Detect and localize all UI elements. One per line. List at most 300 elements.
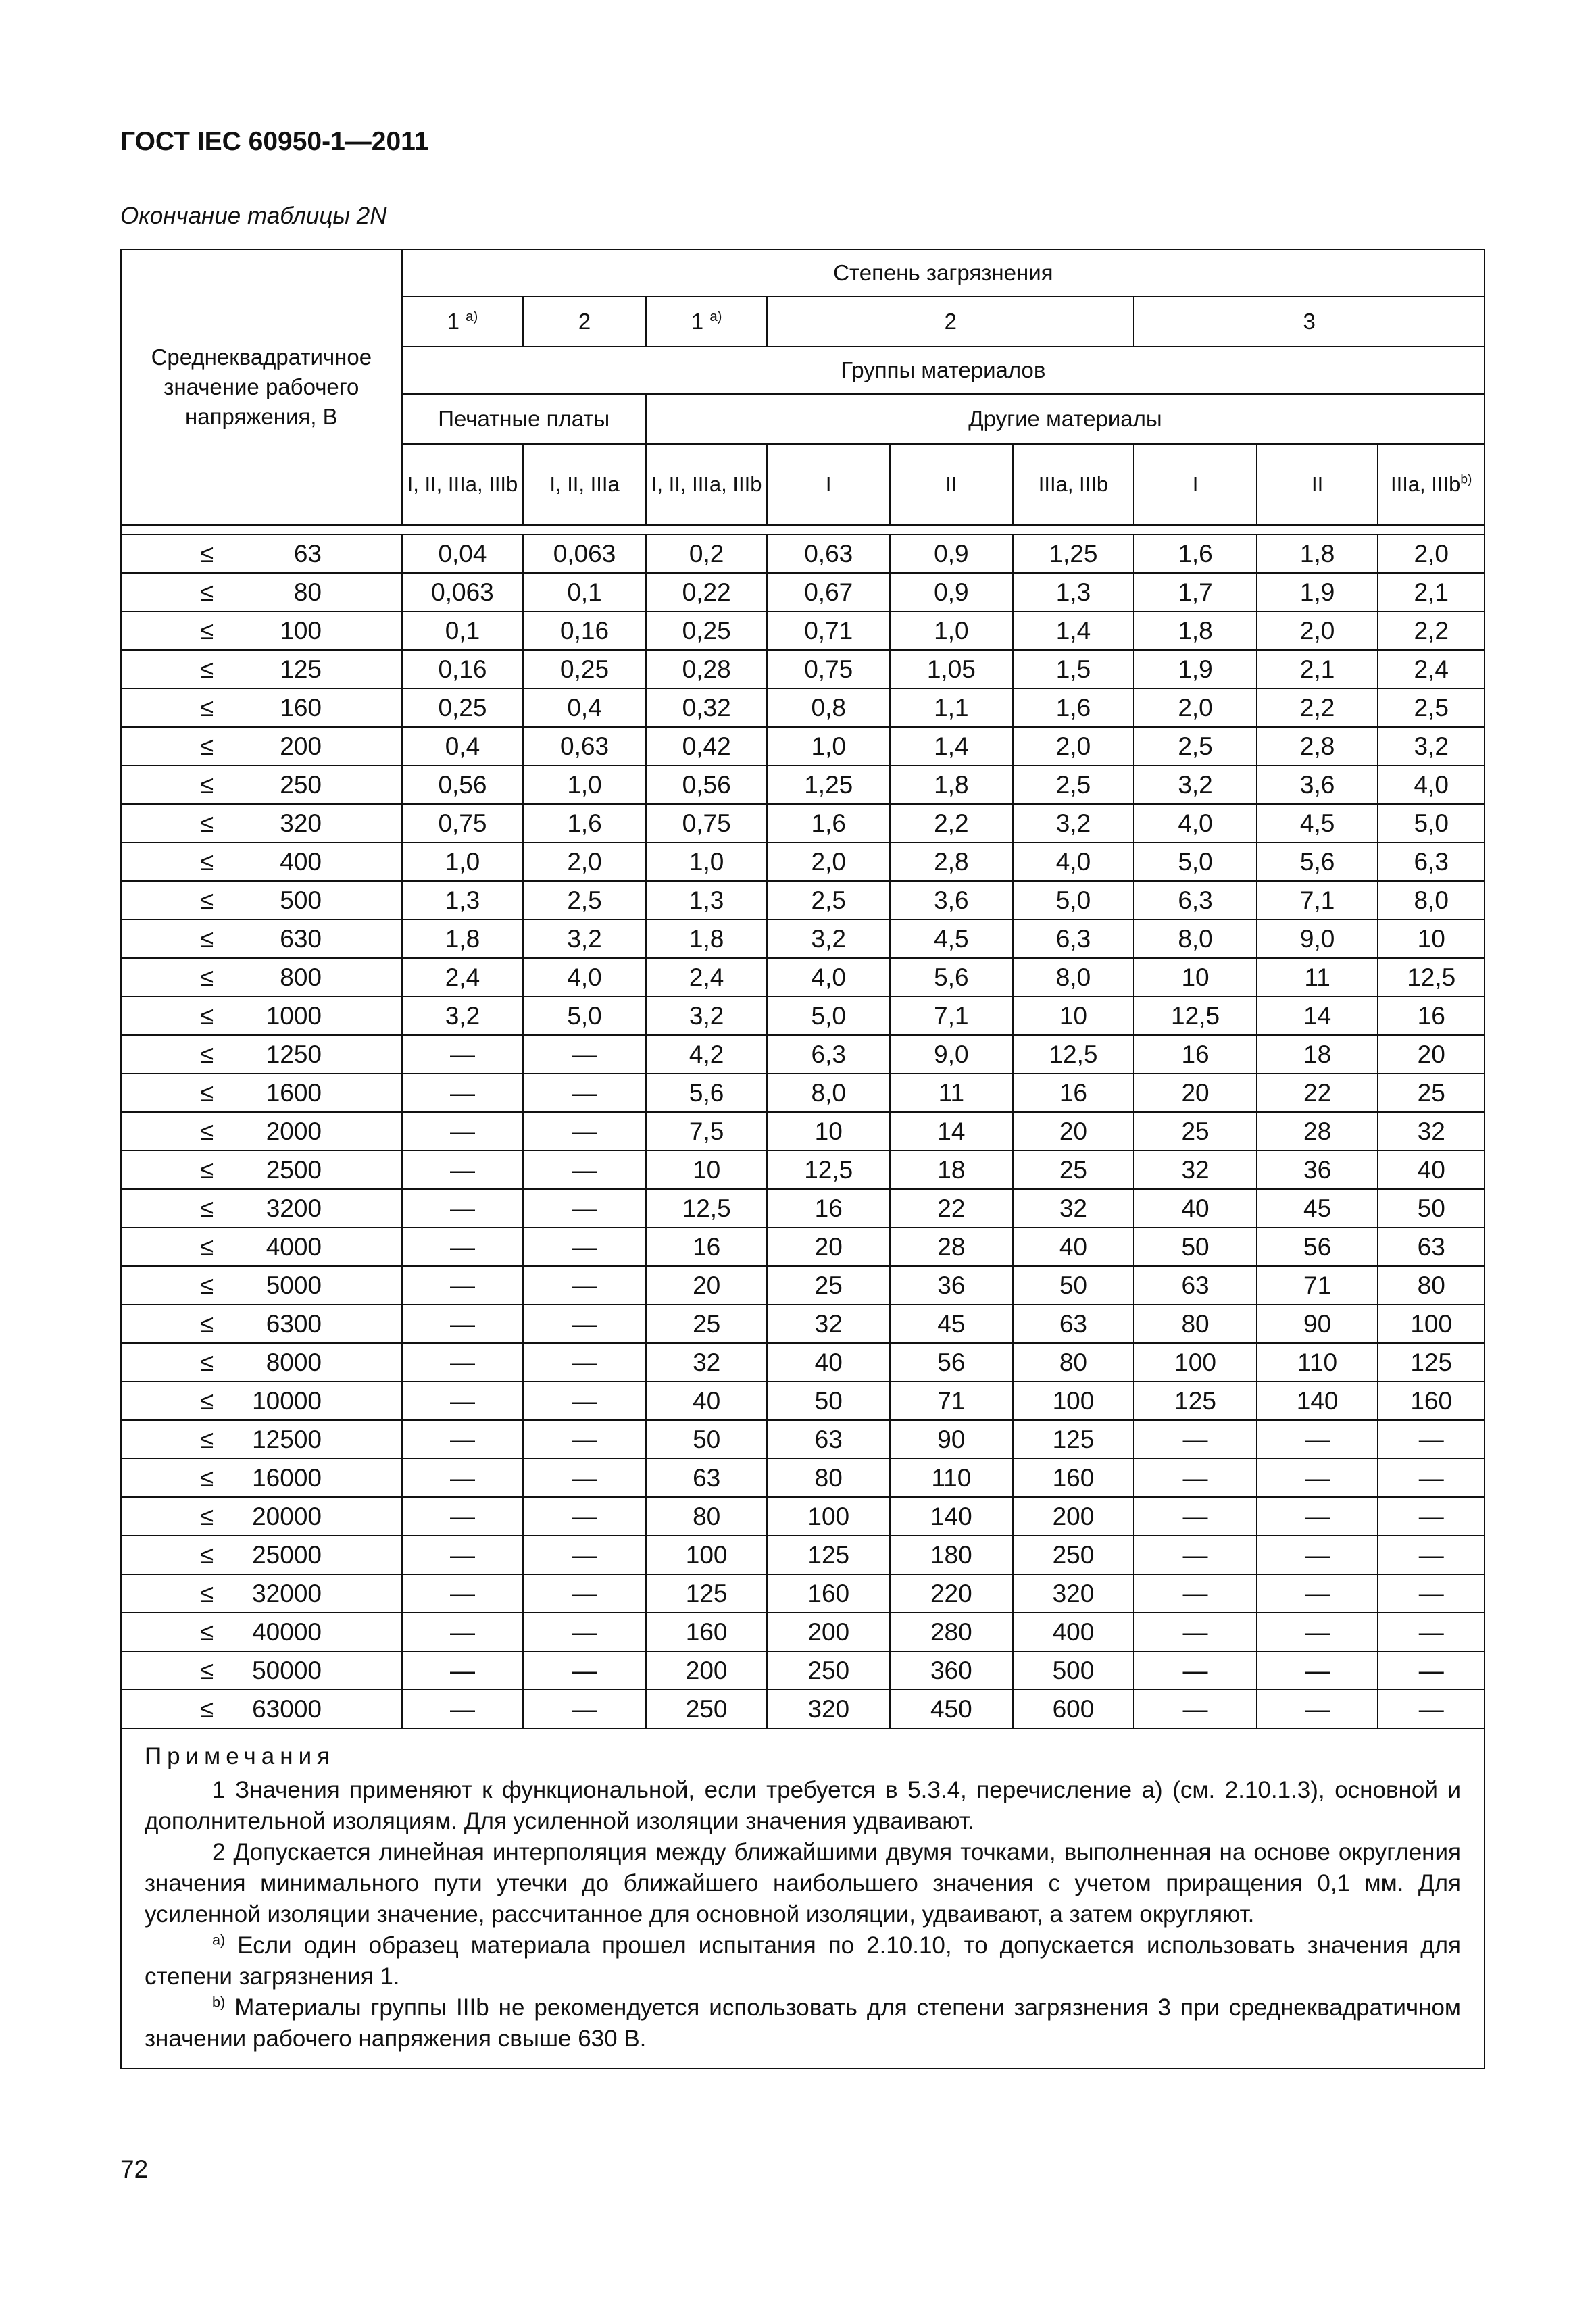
- value-cell: —: [1257, 1574, 1378, 1613]
- value-cell: —: [402, 1420, 524, 1459]
- value-cell: —: [402, 1574, 524, 1613]
- table-row: [121, 765, 1485, 804]
- value-cell: 110: [1257, 1343, 1378, 1382]
- table-row: [121, 1497, 1485, 1536]
- value-cell: —: [523, 1690, 646, 1728]
- value-cell: 2,4: [1378, 650, 1485, 688]
- value-cell: 90: [890, 1420, 1013, 1459]
- value-cell: 32: [646, 1343, 768, 1382]
- voltage-cell: ≤ 200: [121, 727, 402, 765]
- value-cell: 20: [767, 1228, 890, 1266]
- footnote-a: $^{a)}$ Если один образец материала прошел испытания по 2.10.10, то допускается использовать значения для степени загрязнения 1.: [145, 1931, 1461, 1990]
- value-cell: 80: [646, 1497, 768, 1536]
- value-cell: 160: [1013, 1459, 1134, 1497]
- value-cell: 63: [646, 1459, 768, 1497]
- voltage-cell: ≤ 32000: [121, 1574, 402, 1613]
- value-cell: 140: [890, 1497, 1013, 1536]
- material-group-header: I: [767, 444, 890, 525]
- value-cell: 63: [1134, 1266, 1257, 1305]
- value-cell: 20: [1013, 1112, 1134, 1151]
- value-cell: —: [1378, 1497, 1485, 1536]
- value-cell: —: [1257, 1690, 1378, 1728]
- value-cell: 32: [1013, 1189, 1134, 1228]
- value-cell: 0,2: [646, 534, 768, 573]
- table-row: [121, 804, 1485, 842]
- value-cell: 50: [1378, 1189, 1485, 1228]
- value-cell: —: [1134, 1459, 1257, 1497]
- table-row: [121, 1305, 1485, 1343]
- voltage-cell: ≤ 125: [121, 650, 402, 688]
- value-cell: —: [523, 1112, 646, 1151]
- value-cell: —: [402, 1305, 524, 1343]
- value-cell: 50: [646, 1420, 768, 1459]
- table-row: [121, 611, 1485, 650]
- value-cell: 6,3: [767, 1035, 890, 1074]
- value-cell: 0,75: [402, 804, 524, 842]
- table-row: [121, 958, 1485, 997]
- value-cell: 200: [767, 1613, 890, 1651]
- value-cell: 2,4: [402, 958, 524, 997]
- pcb-header: Печатные платы: [402, 394, 646, 444]
- value-cell: 1,7: [1134, 573, 1257, 611]
- value-cell: 32: [1378, 1112, 1485, 1151]
- value-cell: —: [1257, 1536, 1378, 1574]
- value-cell: —: [1378, 1651, 1485, 1690]
- voltage-cell: ≤ 3200: [121, 1189, 402, 1228]
- value-cell: 250: [646, 1690, 768, 1728]
- material-group-header: I, II, IIIa: [523, 444, 646, 525]
- value-cell: 1,3: [646, 881, 768, 920]
- value-cell: 0,16: [523, 611, 646, 650]
- value-cell: 11: [890, 1074, 1013, 1112]
- value-cell: 5,6: [1257, 842, 1378, 881]
- value-cell: 110: [890, 1459, 1013, 1497]
- value-cell: 0,9: [890, 573, 1013, 611]
- voltage-cell: ≤ 400: [121, 842, 402, 881]
- table-row: [121, 573, 1485, 611]
- value-cell: 12,5: [646, 1189, 768, 1228]
- value-cell: —: [1134, 1420, 1257, 1459]
- value-cell: 16: [767, 1189, 890, 1228]
- value-cell: —: [1134, 1574, 1257, 1613]
- table-row: [121, 1228, 1485, 1266]
- value-cell: 1,8: [1257, 534, 1378, 573]
- value-cell: 125: [767, 1536, 890, 1574]
- value-cell: —: [523, 1343, 646, 1382]
- value-cell: 100: [1378, 1305, 1485, 1343]
- value-cell: 6,3: [1013, 920, 1134, 958]
- value-cell: 2,4: [646, 958, 768, 997]
- value-cell: 100: [1013, 1382, 1134, 1420]
- value-cell: 25: [1134, 1112, 1257, 1151]
- voltage-cell: ≤ 40000: [121, 1613, 402, 1651]
- voltage-cell: ≤ 63000: [121, 1690, 402, 1728]
- value-cell: 160: [646, 1613, 768, 1651]
- table-row: [121, 1074, 1485, 1112]
- table-row: [121, 688, 1485, 727]
- value-cell: 40: [767, 1343, 890, 1382]
- value-cell: 0,25: [402, 688, 524, 727]
- value-cell: 28: [890, 1228, 1013, 1266]
- value-cell: 10: [1134, 958, 1257, 997]
- value-cell: 140: [1257, 1382, 1378, 1420]
- voltage-cell: ≤ 630: [121, 920, 402, 958]
- value-cell: 2,0: [767, 842, 890, 881]
- value-cell: 1,8: [402, 920, 524, 958]
- value-cell: —: [523, 1151, 646, 1189]
- material-group-header: I, II, IIIa, IIIb: [402, 444, 524, 525]
- header-separator: [121, 525, 1485, 534]
- voltage-cell: ≤ 12500: [121, 1420, 402, 1459]
- value-cell: —: [1134, 1536, 1257, 1574]
- value-cell: —: [402, 1074, 524, 1112]
- pollution-degree-cell: 1 $^{a)}$: [402, 297, 524, 347]
- value-cell: 1,1: [890, 688, 1013, 727]
- value-cell: —: [523, 1266, 646, 1305]
- value-cell: —: [523, 1305, 646, 1343]
- material-group-header: I, II, IIIa, IIIb: [646, 444, 768, 525]
- voltage-cell: ≤ 16000: [121, 1459, 402, 1497]
- value-cell: 22: [1257, 1074, 1378, 1112]
- value-cell: 1,4: [890, 727, 1013, 765]
- value-cell: 10: [1378, 920, 1485, 958]
- voltage-cell: ≤ 25000: [121, 1536, 402, 1574]
- voltage-cell: ≤ 10000: [121, 1382, 402, 1420]
- pollution-degree-cell: 1 $^{a)}$: [646, 297, 768, 347]
- value-cell: 5,0: [1134, 842, 1257, 881]
- value-cell: 14: [1257, 997, 1378, 1035]
- voltage-cell: ≤ 1000: [121, 997, 402, 1035]
- value-cell: 1,8: [890, 765, 1013, 804]
- value-cell: —: [1134, 1651, 1257, 1690]
- value-cell: 0,25: [523, 650, 646, 688]
- value-cell: 3,2: [1013, 804, 1134, 842]
- value-cell: 2,2: [1257, 688, 1378, 727]
- value-cell: —: [402, 1651, 524, 1690]
- voltage-cell: ≤ 63: [121, 534, 402, 573]
- value-cell: 0,56: [402, 765, 524, 804]
- value-cell: —: [402, 1613, 524, 1651]
- material-groups-header: Группы материалов: [402, 347, 1485, 394]
- value-cell: 4,5: [1257, 804, 1378, 842]
- value-cell: 80: [1134, 1305, 1257, 1343]
- value-cell: 7,1: [890, 997, 1013, 1035]
- value-cell: —: [1378, 1690, 1485, 1728]
- value-cell: 50: [1013, 1266, 1134, 1305]
- value-cell: 1,0: [890, 611, 1013, 650]
- value-cell: 2,0: [1013, 727, 1134, 765]
- voltage-cell: ≤ 50000: [121, 1651, 402, 1690]
- value-cell: 0,75: [646, 804, 768, 842]
- value-cell: 56: [890, 1343, 1013, 1382]
- other-materials-header: Другие материалы: [646, 394, 1485, 444]
- value-cell: —: [523, 1189, 646, 1228]
- value-cell: —: [523, 1074, 646, 1112]
- value-cell: 2,0: [1378, 534, 1485, 573]
- table-caption: Окончание таблицы 2N: [120, 203, 387, 229]
- value-cell: —: [523, 1228, 646, 1266]
- value-cell: 63: [1378, 1228, 1485, 1266]
- value-cell: —: [523, 1497, 646, 1536]
- value-cell: 5,6: [646, 1074, 768, 1112]
- value-cell: 1,3: [1013, 573, 1134, 611]
- value-cell: —: [523, 1574, 646, 1613]
- value-cell: 8,0: [1013, 958, 1134, 997]
- table-row: [121, 1420, 1485, 1459]
- value-cell: 3,6: [890, 881, 1013, 920]
- table-row: [121, 1690, 1485, 1728]
- value-cell: 180: [890, 1536, 1013, 1574]
- value-cell: —: [402, 1228, 524, 1266]
- value-cell: 56: [1257, 1228, 1378, 1266]
- value-cell: —: [1257, 1420, 1378, 1459]
- value-cell: 50: [1134, 1228, 1257, 1266]
- voltage-cell: ≤ 80: [121, 573, 402, 611]
- value-cell: 0,71: [767, 611, 890, 650]
- voltage-cell: ≤ 100: [121, 611, 402, 650]
- document-title: ГОСТ IEC 60950-1—2011: [120, 127, 429, 156]
- material-group-header: I: [1134, 444, 1257, 525]
- value-cell: —: [523, 1382, 646, 1420]
- table-row: [121, 727, 1485, 765]
- value-cell: 2,2: [890, 804, 1013, 842]
- value-cell: 160: [767, 1574, 890, 1613]
- value-cell: 600: [1013, 1690, 1134, 1728]
- pollution-degree-cell: 2: [523, 297, 646, 347]
- value-cell: 0,16: [402, 650, 524, 688]
- value-cell: 5,0: [523, 997, 646, 1035]
- value-cell: 63: [1013, 1305, 1134, 1343]
- value-cell: 4,0: [1378, 765, 1485, 804]
- value-cell: 16: [1378, 997, 1485, 1035]
- value-cell: —: [402, 1690, 524, 1728]
- value-cell: 45: [890, 1305, 1013, 1343]
- value-cell: 2,0: [1134, 688, 1257, 727]
- value-cell: 40: [646, 1382, 768, 1420]
- value-cell: 9,0: [890, 1035, 1013, 1074]
- page-number: 72: [120, 2155, 149, 2183]
- value-cell: 25: [1378, 1074, 1485, 1112]
- value-cell: 0,1: [523, 573, 646, 611]
- value-cell: —: [523, 1035, 646, 1074]
- value-cell: 0,63: [523, 727, 646, 765]
- value-cell: 8,0: [767, 1074, 890, 1112]
- value-cell: 90: [1257, 1305, 1378, 1343]
- value-cell: 3,2: [523, 920, 646, 958]
- value-cell: —: [1257, 1613, 1378, 1651]
- value-cell: 2,5: [1134, 727, 1257, 765]
- voltage-cell: ≤ 20000: [121, 1497, 402, 1536]
- voltage-column-header: Среднеквадратичное значение рабочего напряжения, В: [121, 249, 402, 525]
- value-cell: 1,25: [767, 765, 890, 804]
- voltage-cell: ≤ 8000: [121, 1343, 402, 1382]
- value-cell: 10: [767, 1112, 890, 1151]
- value-cell: 2,2: [1378, 611, 1485, 650]
- value-cell: 45: [1257, 1189, 1378, 1228]
- value-cell: 1,0: [767, 727, 890, 765]
- value-cell: 2,8: [890, 842, 1013, 881]
- material-group-header: II: [890, 444, 1013, 525]
- value-cell: 1,8: [646, 920, 768, 958]
- value-cell: 3,6: [1257, 765, 1378, 804]
- value-cell: 11: [1257, 958, 1378, 997]
- value-cell: —: [1378, 1536, 1485, 1574]
- value-cell: 3,2: [1134, 765, 1257, 804]
- value-cell: 5,6: [890, 958, 1013, 997]
- value-cell: 2,5: [1013, 765, 1134, 804]
- value-cell: 5,0: [1378, 804, 1485, 842]
- value-cell: 0,75: [767, 650, 890, 688]
- value-cell: —: [402, 1459, 524, 1497]
- value-cell: 12,5: [1134, 997, 1257, 1035]
- notes-block: [121, 1728, 1485, 2069]
- value-cell: 1,6: [1013, 688, 1134, 727]
- pollution-degree-header: Степень загрязнения: [402, 249, 1485, 297]
- value-cell: 7,5: [646, 1112, 768, 1151]
- value-cell: 1,9: [1257, 573, 1378, 611]
- value-cell: 250: [1013, 1536, 1134, 1574]
- value-cell: 125: [1378, 1343, 1485, 1382]
- material-group-header: II: [1257, 444, 1378, 525]
- value-cell: 2,0: [523, 842, 646, 881]
- value-cell: —: [1378, 1420, 1485, 1459]
- notes-heading: Примечания: [145, 1743, 336, 1769]
- voltage-cell: ≤ 2000: [121, 1112, 402, 1151]
- value-cell: 4,0: [767, 958, 890, 997]
- voltage-cell: ≤ 160: [121, 688, 402, 727]
- table-row: [121, 534, 1485, 573]
- value-cell: 1,5: [1013, 650, 1134, 688]
- value-cell: 5,0: [1013, 881, 1134, 920]
- value-cell: 2,1: [1378, 573, 1485, 611]
- table-row: [121, 1035, 1485, 1074]
- value-cell: 20: [1134, 1074, 1257, 1112]
- value-cell: 1,9: [1134, 650, 1257, 688]
- table-row: [121, 1536, 1485, 1574]
- value-cell: 12,5: [767, 1151, 890, 1189]
- value-cell: 2,8: [1257, 727, 1378, 765]
- value-cell: 1,6: [1134, 534, 1257, 573]
- value-cell: 3,2: [402, 997, 524, 1035]
- table-row: [121, 1382, 1485, 1420]
- table-row: [121, 1613, 1485, 1651]
- value-cell: 4,0: [1134, 804, 1257, 842]
- value-cell: 0,42: [646, 727, 768, 765]
- value-cell: 32: [767, 1305, 890, 1343]
- value-cell: 125: [1013, 1420, 1134, 1459]
- voltage-cell: ≤ 800: [121, 958, 402, 997]
- value-cell: 400: [1013, 1613, 1134, 1651]
- value-cell: —: [402, 1343, 524, 1382]
- value-cell: 80: [1378, 1266, 1485, 1305]
- material-group-header: IIIa, IIIb: [1013, 444, 1134, 525]
- value-cell: 9,0: [1257, 920, 1378, 958]
- voltage-cell: ≤ 320: [121, 804, 402, 842]
- value-cell: 40: [1013, 1228, 1134, 1266]
- value-cell: 25: [767, 1266, 890, 1305]
- value-cell: 3,2: [767, 920, 890, 958]
- value-cell: 71: [1257, 1266, 1378, 1305]
- pollution-degree-cell: 3: [1134, 297, 1485, 347]
- table-row: [121, 1266, 1485, 1305]
- creepage-table: [120, 249, 1485, 2069]
- value-cell: 1,8: [1134, 611, 1257, 650]
- value-cell: 40: [1134, 1189, 1257, 1228]
- value-cell: 28: [1257, 1112, 1378, 1151]
- table-row: [121, 920, 1485, 958]
- value-cell: 0,63: [767, 534, 890, 573]
- value-cell: 25: [646, 1305, 768, 1343]
- value-cell: 16: [646, 1228, 768, 1266]
- value-cell: 2,1: [1257, 650, 1378, 688]
- value-cell: 10: [646, 1151, 768, 1189]
- table-row: [121, 650, 1485, 688]
- value-cell: 500: [1013, 1651, 1134, 1690]
- value-cell: 320: [767, 1690, 890, 1728]
- value-cell: 14: [890, 1112, 1013, 1151]
- value-cell: —: [523, 1613, 646, 1651]
- value-cell: 280: [890, 1613, 1013, 1651]
- value-cell: 2,5: [767, 881, 890, 920]
- value-cell: 125: [646, 1574, 768, 1613]
- value-cell: 1,0: [523, 765, 646, 804]
- value-cell: —: [1378, 1613, 1485, 1651]
- value-cell: —: [1257, 1459, 1378, 1497]
- table-row: [121, 1343, 1485, 1382]
- value-cell: 12,5: [1013, 1035, 1134, 1074]
- value-cell: 125: [1134, 1382, 1257, 1420]
- voltage-cell: ≤ 1250: [121, 1035, 402, 1074]
- value-cell: —: [402, 1266, 524, 1305]
- value-cell: 18: [890, 1151, 1013, 1189]
- value-cell: 18: [1257, 1035, 1378, 1074]
- table-row: [121, 1651, 1485, 1690]
- value-cell: 10: [1013, 997, 1134, 1035]
- value-cell: 3,2: [646, 997, 768, 1035]
- note-2: 2 Допускается линейная интерполяция между ближайшими двумя точками, выполненная на основе округления значения минимального пути утечки до ближайшего наибольшего значения с учетом приращения 0,1 мм. Для усиленной изоляции значение, рассчитанное для основной изоляции, удваивают, а затем округляют.: [145, 1839, 1461, 1928]
- value-cell: 1,05: [890, 650, 1013, 688]
- value-cell: 100: [1134, 1343, 1257, 1382]
- table-row: [121, 881, 1485, 920]
- value-cell: —: [1134, 1497, 1257, 1536]
- value-cell: 0,28: [646, 650, 768, 688]
- value-cell: 100: [767, 1497, 890, 1536]
- value-cell: —: [523, 1651, 646, 1690]
- table-row: [121, 842, 1485, 881]
- value-cell: 1,6: [767, 804, 890, 842]
- value-cell: —: [1378, 1574, 1485, 1613]
- value-cell: 0,67: [767, 573, 890, 611]
- value-cell: 450: [890, 1690, 1013, 1728]
- value-cell: 320: [1013, 1574, 1134, 1613]
- value-cell: 0,063: [523, 534, 646, 573]
- value-cell: 8,0: [1378, 881, 1485, 920]
- value-cell: 8,0: [1134, 920, 1257, 958]
- value-cell: 0,32: [646, 688, 768, 727]
- value-cell: 12,5: [1378, 958, 1485, 997]
- value-cell: 1,6: [523, 804, 646, 842]
- footnote-b: $^{b)}$ Материалы группы IIIb не рекомендуется использовать для степени загрязнения 3 при среднеквадратичном значении рабочего напряжения свыше 630 В.: [145, 1993, 1461, 2052]
- value-cell: 16: [1013, 1074, 1134, 1112]
- value-cell: —: [402, 1151, 524, 1189]
- value-cell: 220: [890, 1574, 1013, 1613]
- value-cell: 4,5: [890, 920, 1013, 958]
- value-cell: 200: [1013, 1497, 1134, 1536]
- table-row: [121, 1574, 1485, 1613]
- value-cell: 160: [1378, 1382, 1485, 1420]
- voltage-cell: ≤ 1600: [121, 1074, 402, 1112]
- value-cell: 36: [1257, 1151, 1378, 1189]
